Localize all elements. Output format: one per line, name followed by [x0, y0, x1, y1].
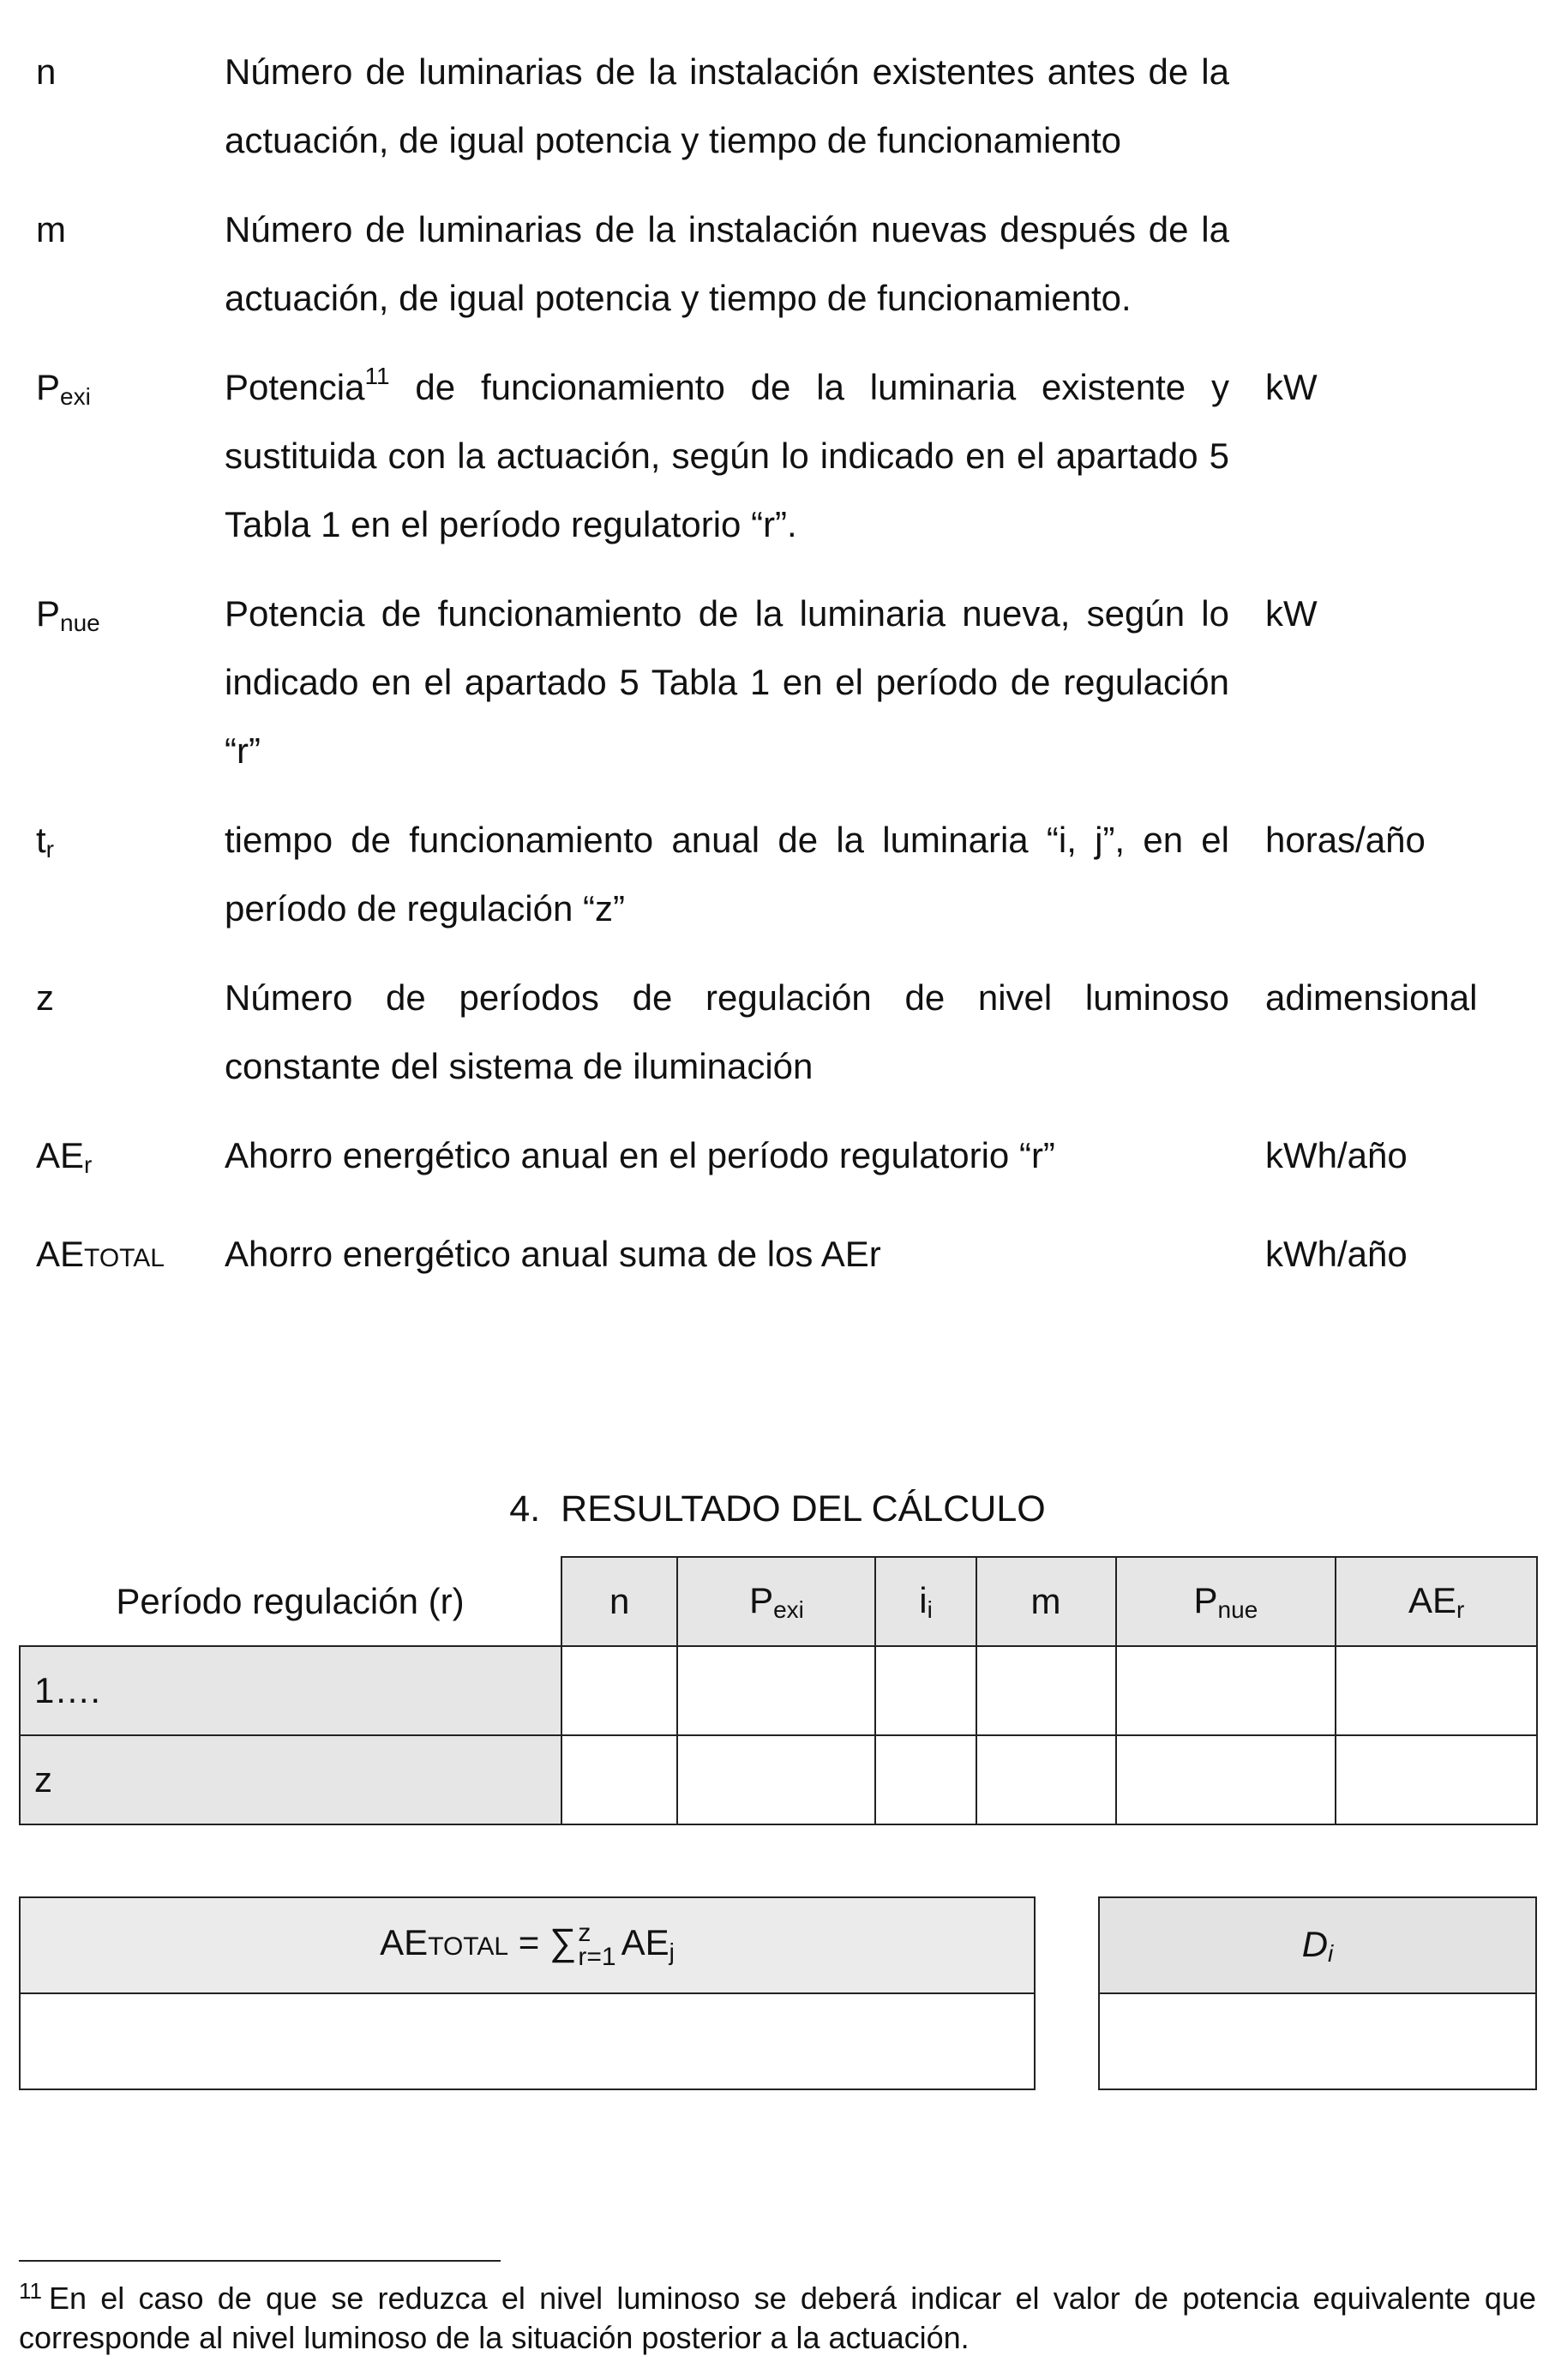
symbol-subscript: r	[84, 1151, 93, 1178]
formula-term: AE	[621, 1922, 669, 1963]
definition-unit: kWh/año	[1265, 1135, 1408, 1175]
section-number: 4.	[509, 1488, 541, 1530]
input-cell-ii[interactable]	[875, 1646, 976, 1735]
definition-row	[36, 580, 1528, 785]
table-row	[20, 1646, 1537, 1735]
symbol-base: P	[36, 367, 61, 407]
symbol-base: P	[36, 593, 61, 634]
header-label: m	[1030, 1581, 1061, 1621]
definition-text: Ahorro energético anual suma de los AEr	[225, 1234, 881, 1274]
header-period	[20, 1557, 561, 1646]
total-savings-box	[19, 1896, 1036, 2090]
input-cell-pnue[interactable]	[1116, 1735, 1336, 1824]
definition-text: Número de períodos de regulación de nivel luminoso constante del sistema de iluminación	[225, 977, 1229, 1086]
formula-lhs-sub: TOTAL	[428, 1932, 509, 1962]
definition-unit: horas/año	[1265, 820, 1426, 860]
table-header-row	[20, 1557, 1537, 1646]
header-ii	[875, 1557, 976, 1646]
definition-symbol	[36, 353, 225, 431]
section-title: RESULTADO DEL CÁLCULO	[561, 1488, 1046, 1530]
definition-row	[36, 964, 1528, 1101]
definition-unit: kW	[1265, 593, 1318, 634]
input-cell-aer[interactable]	[1336, 1646, 1537, 1735]
symbol-subscript: TOTAL	[84, 1244, 165, 1272]
input-cell-pnue[interactable]	[1116, 1646, 1336, 1735]
definition-text: Número de luminarias de la instalación nuevas después de la actuación, de igual potencia y tiempo de funcionamiento.	[225, 209, 1229, 318]
symbol-subscript: nue	[60, 610, 100, 636]
input-cell-m[interactable]	[976, 1646, 1116, 1735]
definition-symbol: m	[36, 209, 66, 249]
input-cell-n[interactable]	[561, 1735, 677, 1824]
header-subscript: i	[927, 1596, 933, 1623]
formula-lhs: AE	[380, 1922, 429, 1963]
period-cell: z	[20, 1735, 561, 1824]
di-box	[1098, 1896, 1537, 2090]
di-label-sub: i	[1328, 1939, 1334, 1967]
header-pexi	[677, 1557, 875, 1646]
header-label: Período regulación (r)	[116, 1580, 465, 1621]
sum-upper: z	[578, 1919, 591, 1947]
sum-symbol: ∑	[549, 1921, 577, 1964]
definition-row	[36, 353, 1528, 559]
header-label: P	[749, 1579, 774, 1620]
definition-symbol	[36, 806, 225, 884]
footnote-separator	[19, 2260, 501, 2262]
footnote-reference[interactable]: 11	[364, 363, 390, 389]
di-header	[1099, 1897, 1536, 1993]
input-cell-m[interactable]	[976, 1735, 1116, 1824]
definition-text: Potencia de funcionamiento de la luminaria nueva, según lo indicado en el apartado 5 Tabla 1 en el período de regulación “r”	[225, 593, 1229, 771]
header-subscript: nue	[1217, 1596, 1258, 1623]
header-aer	[1336, 1557, 1537, 1646]
di-value-cell[interactable]	[1099, 1993, 1536, 2089]
input-cell-ii[interactable]	[875, 1735, 976, 1824]
definition-symbol: n	[36, 51, 57, 92]
symbol-subscript: r	[45, 836, 54, 862]
definitions-list	[36, 38, 1528, 1313]
definition-row	[36, 806, 1528, 943]
definition-text: Número de luminarias de la instalación existentes antes de la actuación, de igual potencia y tiempo de funcionamiento	[225, 51, 1229, 160]
header-subscript: exi	[773, 1596, 804, 1623]
definition-text: Ahorro energético anual en el período regulatorio “r”	[225, 1135, 1055, 1175]
input-cell-pexi[interactable]	[677, 1646, 875, 1735]
definition-symbol: z	[36, 977, 54, 1018]
di-label: D	[1301, 1923, 1329, 1964]
header-label: AE	[1408, 1579, 1456, 1620]
definition-row	[36, 195, 1528, 333]
section-heading	[0, 1481, 1555, 1536]
table-row	[20, 1735, 1537, 1824]
symbol-base: AE	[36, 1234, 85, 1274]
header-label: P	[1193, 1579, 1218, 1620]
header-pnue	[1116, 1557, 1336, 1646]
period-cell: 1….	[20, 1646, 561, 1735]
input-cell-n[interactable]	[561, 1646, 677, 1735]
definition-row	[36, 38, 1528, 175]
total-formula-header	[20, 1897, 1035, 1993]
symbol-subscript: exi	[60, 383, 91, 410]
definition-unit: kW	[1265, 367, 1318, 407]
definition-text-start: Potencia	[225, 367, 365, 407]
footnote	[19, 2279, 1536, 2358]
footnote-mark: 11	[19, 2278, 42, 2304]
input-cell-aer[interactable]	[1336, 1735, 1537, 1824]
header-m	[976, 1557, 1116, 1646]
definition-text-rest: de funcionamiento de la luminaria existente y sustituida con la actuación, según lo indicado en el apartado 5 Tabla 1 en el período regulatorio “r”.	[225, 367, 1229, 544]
total-value-cell[interactable]	[20, 1993, 1035, 2089]
header-label: n	[609, 1581, 630, 1621]
formula-equals: =	[518, 1922, 540, 1963]
sum-limits	[578, 1921, 615, 1969]
symbol-base: AE	[36, 1135, 85, 1175]
definition-symbol	[36, 1121, 225, 1199]
definition-text	[225, 353, 1229, 559]
definition-symbol	[36, 580, 225, 658]
definition-row	[36, 1121, 1528, 1199]
definition-text: tiempo de funcionamiento anual de la luminaria “i, j”, en el período de regulación “z”	[225, 820, 1229, 929]
definition-row	[36, 1220, 1528, 1293]
results-table	[19, 1556, 1538, 1825]
header-n	[561, 1557, 677, 1646]
symbol-base: t	[36, 820, 46, 860]
definition-unit: adimensional	[1265, 977, 1478, 1018]
header-subscript: r	[1456, 1596, 1465, 1623]
formula-term-sub: j	[669, 1938, 675, 1966]
definition-unit: kWh/año	[1265, 1234, 1408, 1274]
definition-symbol	[36, 1220, 225, 1293]
input-cell-pexi[interactable]	[677, 1735, 875, 1824]
header-label: i	[919, 1579, 928, 1620]
footnote-text: En el caso de que se reduzca el nivel luminoso se deberá indicar el valor de potencia equivalente que corresponde al nivel luminoso de la situación posterior a la actuación.	[19, 2281, 1536, 2355]
sum-lower: r=1	[578, 1943, 616, 1971]
